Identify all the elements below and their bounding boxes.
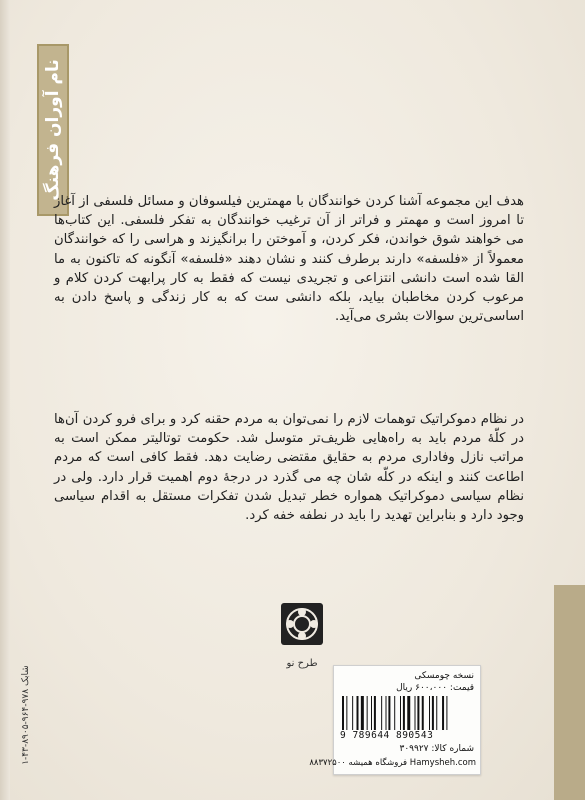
series-label bbox=[37, 44, 69, 216]
blurb-paragraph-2: در نظام دموکراتیک توهمات لازم را نمی‌توان به مردم حقنه کرد و برای فرو کردن آن‌ها در کلّهٔ مردم باید به راه‌هایی ظریف‌تر متوسل شد. حکومت توتالیتر ممکن است به مراتب نازل وفاداری مردم به حقایق مقتضی رضایت دهد. فقط کافی است که مردم اطاعت کنند و اینکه در کلّه شان چه می گذرد در درجهٔ دوم اهمیت قرار دارد. ولی در نظام سیاسی دموکراتیک همواره خطر تبدیل شدن تفکرات مستقل به اقدام سیاسی وجود دارد و بنابراین تهدید را باید در نطفه خفه کرد. bbox=[54, 412, 524, 524]
publisher-logo-icon bbox=[280, 602, 324, 662]
spine-edge bbox=[0, 0, 10, 800]
isbn-text: شابک ۹۷۸-۹۶۴-۸۹۰۵-۴۳-۱ bbox=[21, 664, 31, 765]
blurb-paragraph-1: هدف این مجموعه آشنا کردن خوانندگان با مهمترین فیلسوفان و مسائل فلسفی از آغاز تا امروز است و مهمتر و فراتر از آن ترغیب خوانندگان به تفکر فلسفی. این کتاب‌ها می خواهند شوق خواندن، فکر کردن، و آموختن را برانگیزند و هراسی را که خوانندگان معمولاً از «فلسفه» دارند برطرف کنند و نشان دهند «فلسفه» آنگونه که تاکنون به ما القا شده است دانشی انتزاعی و تجریدی نیست که فقط به کار پرابهت کردن کلام و مرعوب کردن مخاطبان بیاید، بلکه دانشی ست که به کار زندگی و پاسخ دادن به اساسی‌ترین سوالات بشری می‌آید. bbox=[54, 194, 524, 325]
book-quote bbox=[54, 410, 524, 525]
item-code: شماره کالا: ۳۰۹۹۲۷ bbox=[399, 744, 474, 754]
price-sticker bbox=[309, 665, 481, 775]
series-title: نام آوران فرهنگ bbox=[43, 59, 63, 201]
sticker-title: نسخه چومسکی bbox=[414, 671, 474, 681]
barcode-icon bbox=[340, 696, 472, 730]
series-description bbox=[54, 192, 524, 326]
isbn-label bbox=[17, 652, 35, 777]
barcode-number: 9 789644 890543 bbox=[340, 730, 434, 741]
store-info: Hamysheh.com فروشگاه همیشه ۸۸۳۷۲۵۰۰ bbox=[309, 758, 476, 768]
decorative-band bbox=[554, 585, 585, 800]
publisher-name: طرح نو bbox=[286, 658, 318, 669]
sticker-price: قیمت: ۶۰۰،۰۰۰ ریال bbox=[396, 683, 474, 693]
